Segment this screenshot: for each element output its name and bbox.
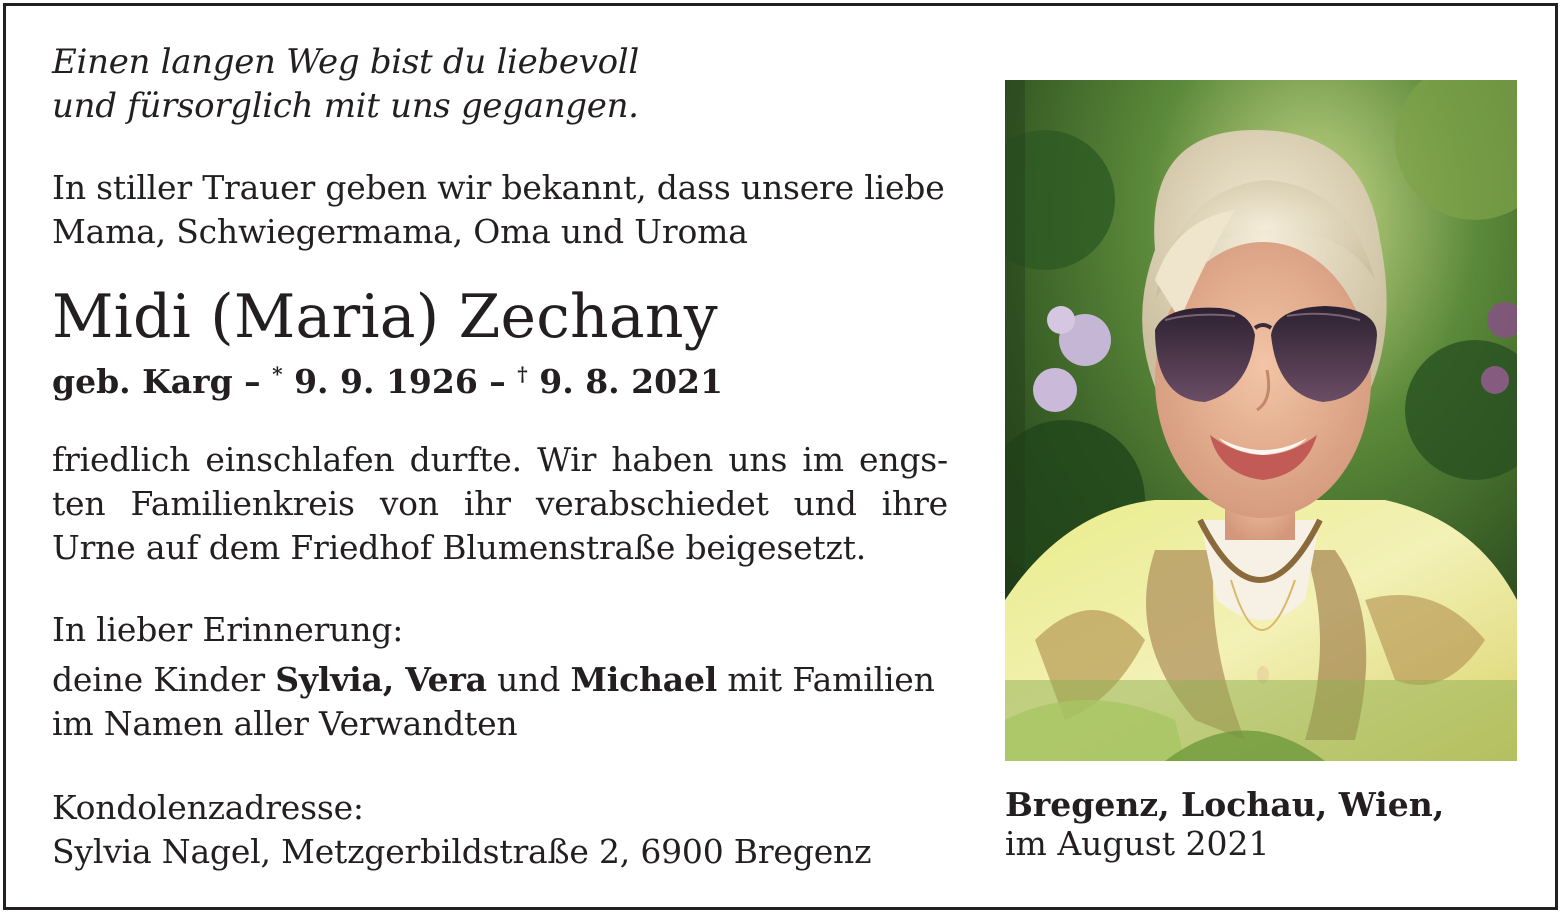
motto-line-1: Einen langen Weg bist du liebevoll: [52, 42, 639, 82]
portrait-photo: [1005, 80, 1517, 761]
family-prefix: deine Kinder: [52, 660, 276, 699]
family-names: [52, 658, 952, 746]
notice-date: im August 2021: [1005, 824, 1270, 863]
children-names-1: Sylvia, Vera: [275, 660, 487, 699]
motto: [52, 40, 952, 128]
deceased-name: Midi (Maria) Zechany: [52, 282, 718, 352]
birth-date: 9. 9. 1926 –: [282, 362, 518, 401]
motto-line-2: und fürsorglich mit uns gegangen.: [52, 86, 639, 126]
address-label: Kondolenzadresse:: [52, 788, 364, 827]
condolence-address: [52, 786, 952, 874]
life-dates: [52, 354, 952, 402]
death-mark: †: [517, 362, 528, 386]
place-cities: Bregenz, Lochau, Wien,: [1005, 785, 1445, 824]
body-text: friedlich einschlafen durfte. Wir haben uns im engs-ten Familienkreis von ihr verabschiedet und ihre Urne auf dem Friedhof Blumenstraße beigesetzt.: [52, 440, 948, 567]
notice-text-column: [52, 40, 952, 874]
family-and: und: [486, 660, 571, 699]
place-and-date: [1005, 785, 1525, 863]
children-names-2: Michael: [570, 660, 718, 699]
birth-name: geb. Karg –: [52, 362, 273, 401]
intro-line-1: In stiller Trauer geben wir bekannt, dass unsere liebe: [52, 168, 945, 207]
family-suffix: mit Familien: [717, 660, 935, 699]
birth-mark: *: [272, 362, 283, 386]
portrait-illustration: [1005, 80, 1517, 761]
remembrance-heading: In lieber Erinnerung:: [52, 610, 404, 649]
intro-line-2: Mama, Schwiegermama, Oma und Uroma: [52, 212, 748, 251]
relatives-line: im Namen aller Verwandten: [52, 704, 518, 743]
intro-text: [52, 166, 952, 254]
death-date: 9. 8. 2021: [527, 362, 723, 401]
address-value: Sylvia Nagel, Metzgerbildstraße 2, 6900 Bregenz: [52, 832, 872, 871]
